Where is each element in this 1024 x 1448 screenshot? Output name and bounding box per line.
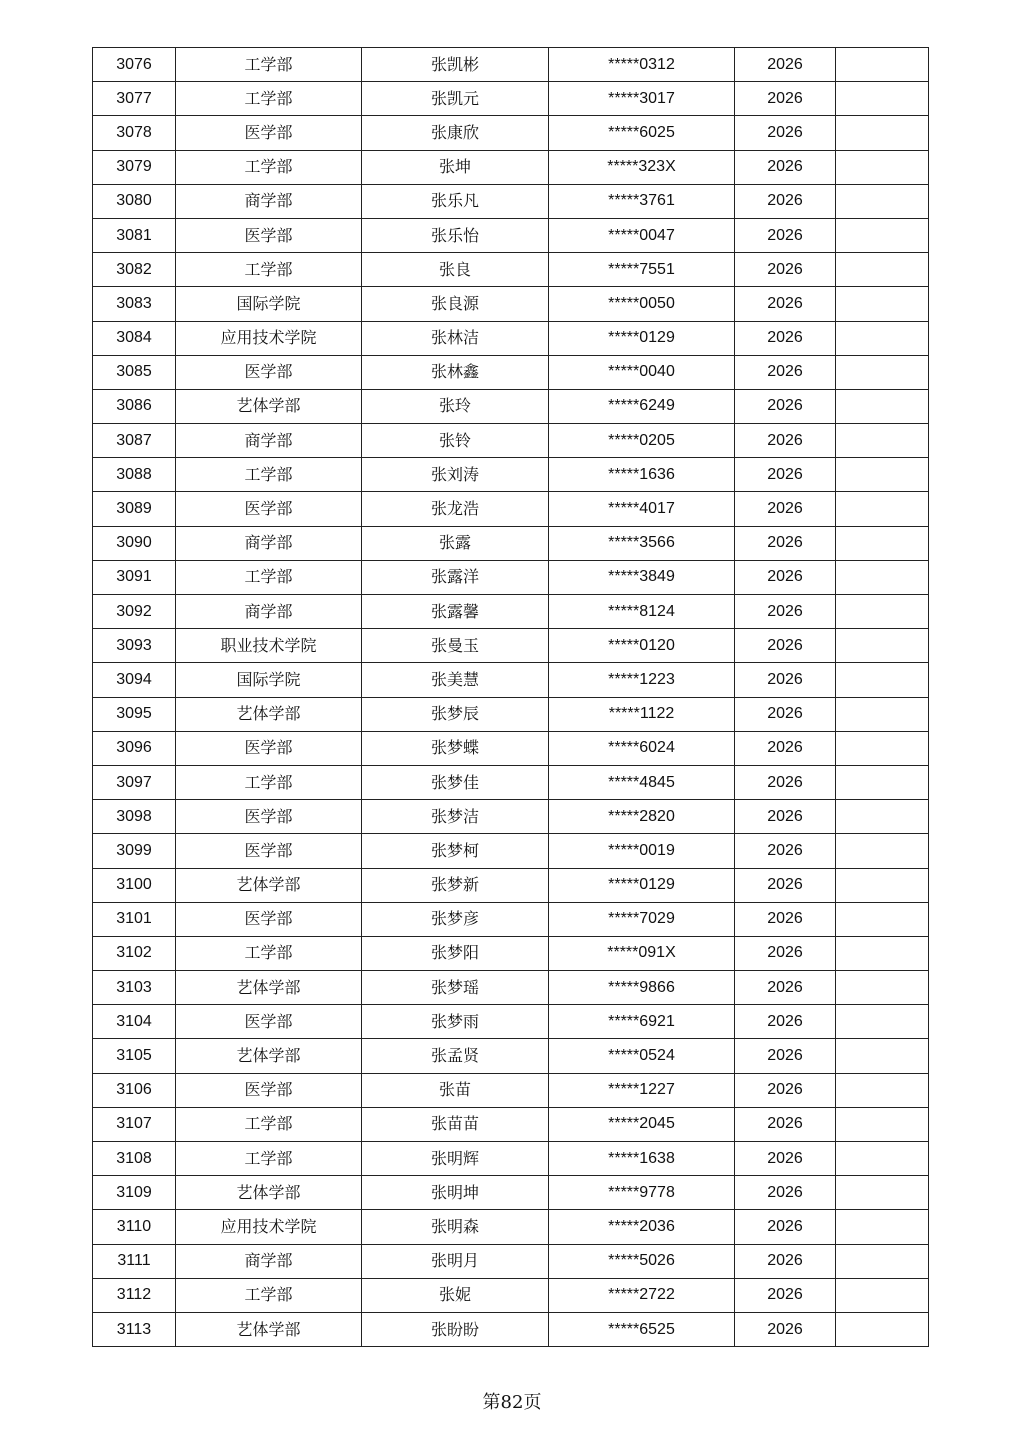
remarks-cell	[836, 834, 929, 868]
serial-number-cell: 3076	[93, 48, 176, 82]
masked-id-cell: *****5026	[549, 1244, 735, 1278]
student-name-cell: 张刘涛	[362, 458, 549, 492]
department-cell: 艺体学部	[176, 1039, 362, 1073]
masked-id-cell: *****0205	[549, 424, 735, 458]
remarks-cell	[836, 663, 929, 697]
student-name-cell: 张梦柯	[362, 834, 549, 868]
table-row	[93, 48, 929, 82]
department-cell: 医学部	[176, 1005, 362, 1039]
remarks-cell	[836, 458, 929, 492]
student-name-cell: 张康欣	[362, 116, 549, 150]
student-name-cell: 张苗	[362, 1073, 549, 1107]
serial-number-cell: 3110	[93, 1210, 176, 1244]
serial-number-cell: 3105	[93, 1039, 176, 1073]
year-cell: 2026	[735, 1073, 836, 1107]
masked-id-cell: *****1638	[549, 1142, 735, 1176]
remarks-cell	[836, 560, 929, 594]
student-name-cell: 张铃	[362, 424, 549, 458]
table-row	[93, 287, 929, 321]
student-name-cell: 张明辉	[362, 1142, 549, 1176]
masked-id-cell: *****9866	[549, 971, 735, 1005]
table-row	[93, 800, 929, 834]
department-cell: 医学部	[176, 902, 362, 936]
year-cell: 2026	[735, 1244, 836, 1278]
remarks-cell	[836, 971, 929, 1005]
serial-number-cell: 3080	[93, 184, 176, 218]
department-cell: 艺体学部	[176, 389, 362, 423]
remarks-cell	[836, 526, 929, 560]
remarks-cell	[836, 48, 929, 82]
student-name-cell: 张凯元	[362, 82, 549, 116]
table-row	[93, 526, 929, 560]
table-row	[93, 424, 929, 458]
student-name-cell: 张坤	[362, 150, 549, 184]
serial-number-cell: 3082	[93, 253, 176, 287]
masked-id-cell: *****0524	[549, 1039, 735, 1073]
table-row	[93, 560, 929, 594]
remarks-cell	[836, 936, 929, 970]
serial-number-cell: 3107	[93, 1107, 176, 1141]
year-cell: 2026	[735, 287, 836, 321]
table-row	[93, 1244, 929, 1278]
remarks-cell	[836, 492, 929, 526]
table-row	[93, 629, 929, 663]
serial-number-cell: 3111	[93, 1244, 176, 1278]
student-name-cell: 张梦阳	[362, 936, 549, 970]
student-name-cell: 张明森	[362, 1210, 549, 1244]
year-cell: 2026	[735, 492, 836, 526]
remarks-cell	[836, 1244, 929, 1278]
year-cell: 2026	[735, 800, 836, 834]
department-cell: 商学部	[176, 424, 362, 458]
serial-number-cell: 3112	[93, 1278, 176, 1312]
student-name-cell: 张露馨	[362, 595, 549, 629]
serial-number-cell: 3083	[93, 287, 176, 321]
student-name-cell: 张盼盼	[362, 1312, 549, 1346]
table-row	[93, 765, 929, 799]
masked-id-cell: *****0040	[549, 355, 735, 389]
year-cell: 2026	[735, 116, 836, 150]
table-row	[93, 321, 929, 355]
serial-number-cell: 3097	[93, 765, 176, 799]
table-row	[93, 1312, 929, 1346]
masked-id-cell: *****7551	[549, 253, 735, 287]
remarks-cell	[836, 1073, 929, 1107]
year-cell: 2026	[735, 868, 836, 902]
year-cell: 2026	[735, 765, 836, 799]
serial-number-cell: 3099	[93, 834, 176, 868]
table-row	[93, 902, 929, 936]
masked-id-cell: *****4017	[549, 492, 735, 526]
remarks-cell	[836, 253, 929, 287]
year-cell: 2026	[735, 834, 836, 868]
remarks-cell	[836, 1210, 929, 1244]
year-cell: 2026	[735, 458, 836, 492]
remarks-cell	[836, 902, 929, 936]
table-row	[93, 218, 929, 252]
masked-id-cell: *****1223	[549, 663, 735, 697]
masked-id-cell: *****0129	[549, 868, 735, 902]
department-cell: 医学部	[176, 218, 362, 252]
serial-number-cell: 3093	[93, 629, 176, 663]
department-cell: 医学部	[176, 800, 362, 834]
masked-id-cell: *****323X	[549, 150, 735, 184]
table-row	[93, 492, 929, 526]
table-row	[93, 184, 929, 218]
department-cell: 应用技术学院	[176, 1210, 362, 1244]
remarks-cell	[836, 1142, 929, 1176]
student-name-cell: 张妮	[362, 1278, 549, 1312]
remarks-cell	[836, 765, 929, 799]
year-cell: 2026	[735, 389, 836, 423]
year-cell: 2026	[735, 253, 836, 287]
remarks-cell	[836, 731, 929, 765]
masked-id-cell: *****6025	[549, 116, 735, 150]
student-name-cell: 张乐怡	[362, 218, 549, 252]
table-row	[93, 834, 929, 868]
year-cell: 2026	[735, 1176, 836, 1210]
year-cell: 2026	[735, 82, 836, 116]
masked-id-cell: *****9778	[549, 1176, 735, 1210]
serial-number-cell: 3102	[93, 936, 176, 970]
serial-number-cell: 3077	[93, 82, 176, 116]
department-cell: 工学部	[176, 150, 362, 184]
masked-id-cell: *****2045	[549, 1107, 735, 1141]
department-cell: 工学部	[176, 1278, 362, 1312]
department-cell: 艺体学部	[176, 971, 362, 1005]
table-row	[93, 116, 929, 150]
year-cell: 2026	[735, 355, 836, 389]
student-name-cell: 张梦蝶	[362, 731, 549, 765]
table-row	[93, 389, 929, 423]
year-cell: 2026	[735, 1039, 836, 1073]
student-name-cell: 张梦新	[362, 868, 549, 902]
serial-number-cell: 3091	[93, 560, 176, 594]
table-row	[93, 595, 929, 629]
table-row	[93, 82, 929, 116]
serial-number-cell: 3089	[93, 492, 176, 526]
student-name-cell: 张梦洁	[362, 800, 549, 834]
department-cell: 工学部	[176, 253, 362, 287]
serial-number-cell: 3078	[93, 116, 176, 150]
remarks-cell	[836, 595, 929, 629]
year-cell: 2026	[735, 560, 836, 594]
year-cell: 2026	[735, 218, 836, 252]
serial-number-cell: 3088	[93, 458, 176, 492]
department-cell: 商学部	[176, 1244, 362, 1278]
student-name-cell: 张苗苗	[362, 1107, 549, 1141]
year-cell: 2026	[735, 1005, 836, 1039]
year-cell: 2026	[735, 971, 836, 1005]
department-cell: 工学部	[176, 82, 362, 116]
table-row	[93, 663, 929, 697]
masked-id-cell: *****1227	[549, 1073, 735, 1107]
table-row	[93, 868, 929, 902]
remarks-cell	[836, 321, 929, 355]
department-cell: 职业技术学院	[176, 629, 362, 663]
masked-id-cell: *****3566	[549, 526, 735, 560]
student-name-cell: 张梦辰	[362, 697, 549, 731]
serial-number-cell: 3113	[93, 1312, 176, 1346]
table-row	[93, 697, 929, 731]
serial-number-cell: 3095	[93, 697, 176, 731]
table-row	[93, 253, 929, 287]
remarks-cell	[836, 355, 929, 389]
student-name-cell: 张凯彬	[362, 48, 549, 82]
remarks-cell	[836, 1176, 929, 1210]
remarks-cell	[836, 1312, 929, 1346]
student-name-cell: 张玲	[362, 389, 549, 423]
student-name-cell: 张林洁	[362, 321, 549, 355]
page-number: 第82页	[482, 1392, 542, 1413]
remarks-cell	[836, 287, 929, 321]
department-cell: 艺体学部	[176, 868, 362, 902]
department-cell: 工学部	[176, 1107, 362, 1141]
serial-number-cell: 3098	[93, 800, 176, 834]
year-cell: 2026	[735, 629, 836, 663]
department-cell: 工学部	[176, 765, 362, 799]
serial-number-cell: 3081	[93, 218, 176, 252]
serial-number-cell: 3100	[93, 868, 176, 902]
year-cell: 2026	[735, 526, 836, 560]
year-cell: 2026	[735, 48, 836, 82]
table-row	[93, 1210, 929, 1244]
student-name-cell: 张梦瑶	[362, 971, 549, 1005]
serial-number-cell: 3090	[93, 526, 176, 560]
masked-id-cell: *****1636	[549, 458, 735, 492]
student-name-cell: 张梦雨	[362, 1005, 549, 1039]
serial-number-cell: 3101	[93, 902, 176, 936]
table-row	[93, 1005, 929, 1039]
table-row	[93, 1142, 929, 1176]
masked-id-cell: *****0019	[549, 834, 735, 868]
year-cell: 2026	[735, 184, 836, 218]
remarks-cell	[836, 1278, 929, 1312]
student-name-cell: 张曼玉	[362, 629, 549, 663]
serial-number-cell: 3103	[93, 971, 176, 1005]
student-name-cell: 张乐凡	[362, 184, 549, 218]
department-cell: 艺体学部	[176, 1312, 362, 1346]
department-cell: 商学部	[176, 526, 362, 560]
student-name-cell: 张孟贤	[362, 1039, 549, 1073]
masked-id-cell: *****6024	[549, 731, 735, 765]
remarks-cell	[836, 868, 929, 902]
serial-number-cell: 3106	[93, 1073, 176, 1107]
serial-number-cell: 3086	[93, 389, 176, 423]
department-cell: 医学部	[176, 731, 362, 765]
masked-id-cell: *****2722	[549, 1278, 735, 1312]
year-cell: 2026	[735, 1210, 836, 1244]
student-name-cell: 张明坤	[362, 1176, 549, 1210]
serial-number-cell: 3096	[93, 731, 176, 765]
masked-id-cell: *****0050	[549, 287, 735, 321]
table-row	[93, 355, 929, 389]
table-row	[93, 1278, 929, 1312]
masked-id-cell: *****2036	[549, 1210, 735, 1244]
remarks-cell	[836, 697, 929, 731]
student-name-cell: 张明月	[362, 1244, 549, 1278]
department-cell: 商学部	[176, 184, 362, 218]
student-name-cell: 张龙浩	[362, 492, 549, 526]
masked-id-cell: *****0120	[549, 629, 735, 663]
masked-id-cell: *****091X	[549, 936, 735, 970]
serial-number-cell: 3104	[93, 1005, 176, 1039]
year-cell: 2026	[735, 1312, 836, 1346]
masked-id-cell: *****6921	[549, 1005, 735, 1039]
year-cell: 2026	[735, 424, 836, 458]
remarks-cell	[836, 150, 929, 184]
serial-number-cell: 3094	[93, 663, 176, 697]
student-name-cell: 张梦彦	[362, 902, 549, 936]
remarks-cell	[836, 424, 929, 458]
table-row	[93, 1107, 929, 1141]
department-cell: 医学部	[176, 834, 362, 868]
department-cell: 医学部	[176, 492, 362, 526]
serial-number-cell: 3085	[93, 355, 176, 389]
masked-id-cell: *****6249	[549, 389, 735, 423]
masked-id-cell: *****4845	[549, 765, 735, 799]
table-row	[93, 971, 929, 1005]
department-cell: 国际学院	[176, 287, 362, 321]
serial-number-cell: 3109	[93, 1176, 176, 1210]
year-cell: 2026	[735, 731, 836, 765]
serial-number-cell: 3079	[93, 150, 176, 184]
remarks-cell	[836, 82, 929, 116]
department-cell: 工学部	[176, 936, 362, 970]
masked-id-cell: *****0129	[549, 321, 735, 355]
remarks-cell	[836, 800, 929, 834]
department-cell: 工学部	[176, 560, 362, 594]
student-name-cell: 张良源	[362, 287, 549, 321]
year-cell: 2026	[735, 902, 836, 936]
department-cell: 商学部	[176, 595, 362, 629]
remarks-cell	[836, 1039, 929, 1073]
remarks-cell	[836, 389, 929, 423]
remarks-cell	[836, 184, 929, 218]
department-cell: 艺体学部	[176, 697, 362, 731]
masked-id-cell: *****8124	[549, 595, 735, 629]
remarks-cell	[836, 1107, 929, 1141]
table-row	[93, 1039, 929, 1073]
year-cell: 2026	[735, 321, 836, 355]
department-cell: 国际学院	[176, 663, 362, 697]
year-cell: 2026	[735, 663, 836, 697]
department-cell: 医学部	[176, 1073, 362, 1107]
year-cell: 2026	[735, 595, 836, 629]
department-cell: 医学部	[176, 355, 362, 389]
year-cell: 2026	[735, 150, 836, 184]
remarks-cell	[836, 218, 929, 252]
department-cell: 医学部	[176, 116, 362, 150]
masked-id-cell: *****1122	[549, 697, 735, 731]
masked-id-cell: *****7029	[549, 902, 735, 936]
masked-id-cell: *****3849	[549, 560, 735, 594]
year-cell: 2026	[735, 1107, 836, 1141]
masked-id-cell: *****3761	[549, 184, 735, 218]
roster-body	[93, 48, 929, 1347]
department-cell: 应用技术学院	[176, 321, 362, 355]
table-row	[93, 1073, 929, 1107]
masked-id-cell: *****0312	[549, 48, 735, 82]
table-row	[93, 731, 929, 765]
table-row	[93, 150, 929, 184]
student-name-cell: 张梦佳	[362, 765, 549, 799]
table-row	[93, 1176, 929, 1210]
table-row	[93, 458, 929, 492]
student-name-cell: 张林鑫	[362, 355, 549, 389]
student-name-cell: 张良	[362, 253, 549, 287]
student-roster-table	[92, 47, 929, 1347]
department-cell: 工学部	[176, 48, 362, 82]
masked-id-cell: *****2820	[549, 800, 735, 834]
year-cell: 2026	[735, 1142, 836, 1176]
serial-number-cell: 3092	[93, 595, 176, 629]
remarks-cell	[836, 1005, 929, 1039]
department-cell: 工学部	[176, 1142, 362, 1176]
serial-number-cell: 3087	[93, 424, 176, 458]
serial-number-cell: 3108	[93, 1142, 176, 1176]
masked-id-cell: *****0047	[549, 218, 735, 252]
masked-id-cell: *****3017	[549, 82, 735, 116]
year-cell: 2026	[735, 697, 836, 731]
student-name-cell: 张美慧	[362, 663, 549, 697]
serial-number-cell: 3084	[93, 321, 176, 355]
remarks-cell	[836, 629, 929, 663]
year-cell: 2026	[735, 1278, 836, 1312]
student-name-cell: 张露洋	[362, 560, 549, 594]
masked-id-cell: *****6525	[549, 1312, 735, 1346]
table-row	[93, 936, 929, 970]
remarks-cell	[836, 116, 929, 150]
department-cell: 工学部	[176, 458, 362, 492]
department-cell: 艺体学部	[176, 1176, 362, 1210]
student-name-cell: 张露	[362, 526, 549, 560]
year-cell: 2026	[735, 936, 836, 970]
